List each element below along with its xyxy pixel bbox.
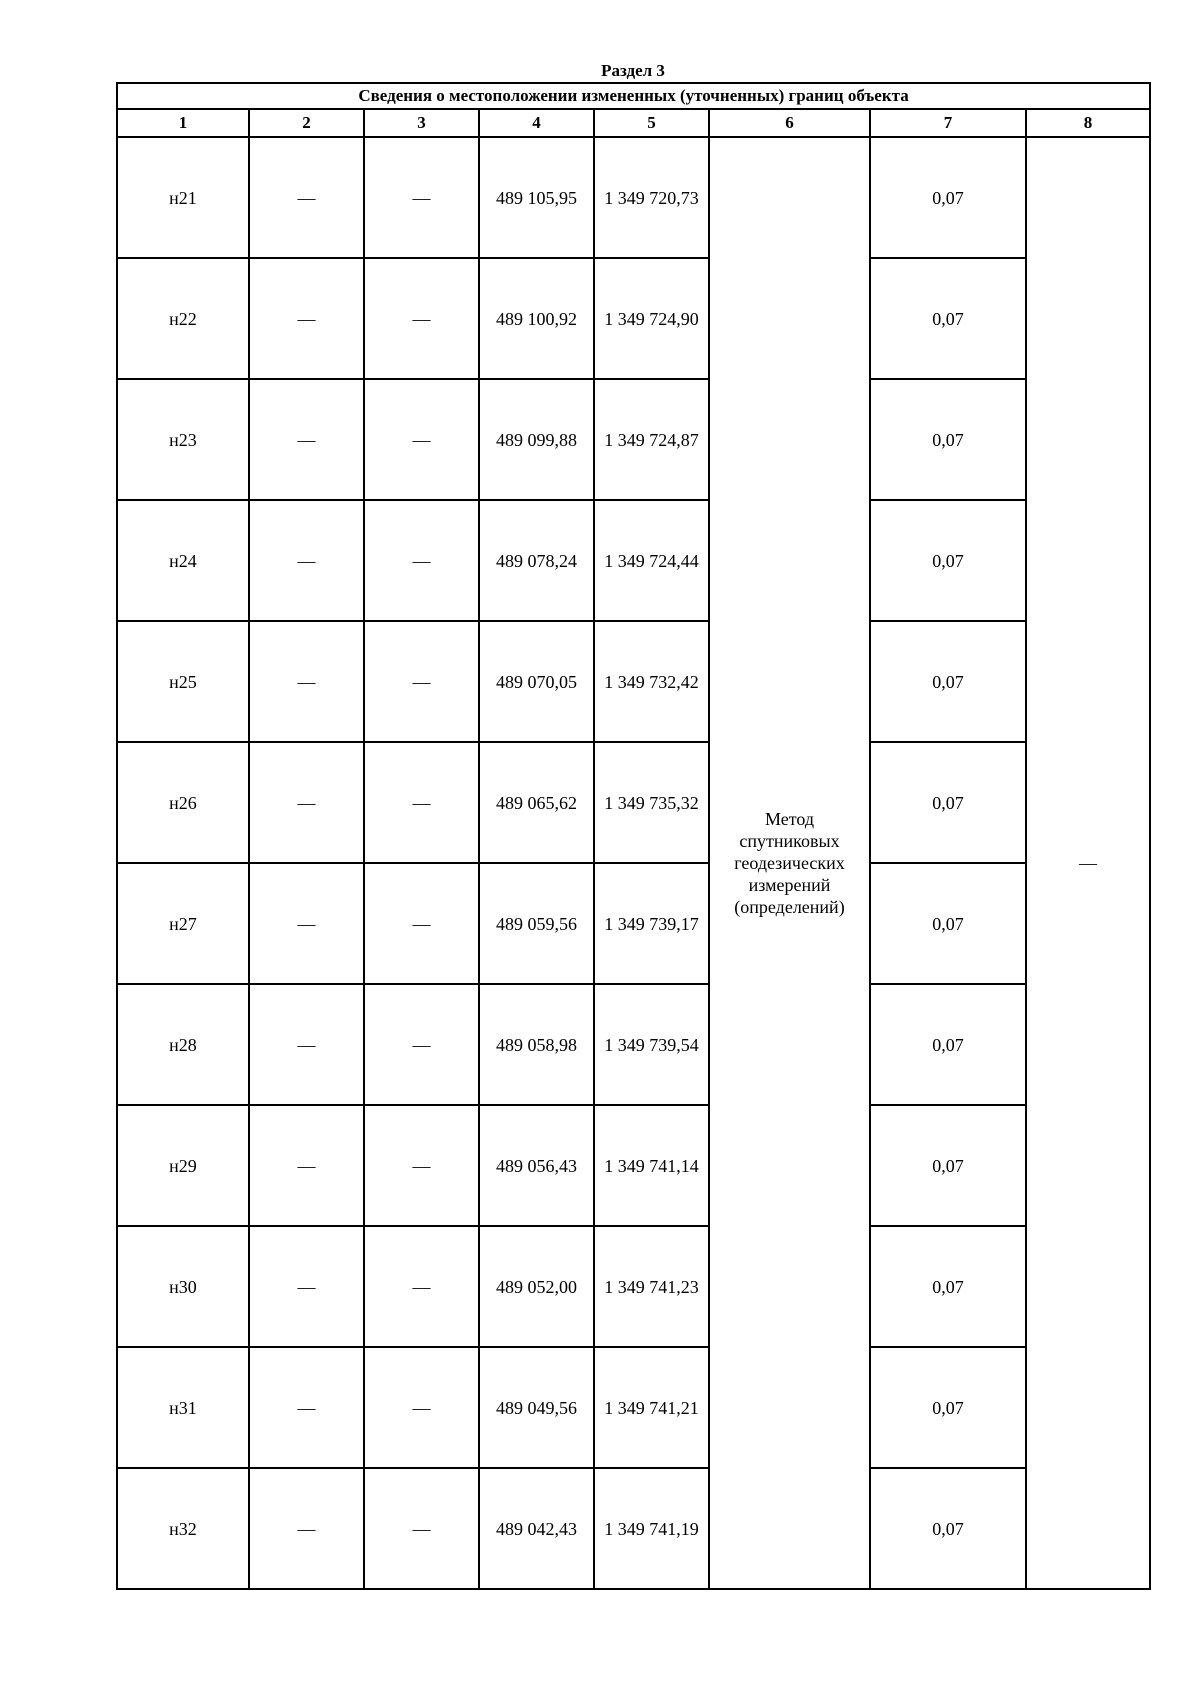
- column-number-row: [117, 109, 1150, 137]
- caption-row: [117, 83, 1150, 109]
- column-2-cell: —: [249, 621, 364, 742]
- x-coordinate-cell: 489 052,00: [479, 1226, 594, 1347]
- column-2-cell: —: [249, 742, 364, 863]
- column-2-cell: —: [249, 1105, 364, 1226]
- x-coordinate-cell: 489 078,24: [479, 500, 594, 621]
- accuracy-cell: 0,07: [870, 258, 1026, 379]
- column-number: 1: [117, 109, 249, 137]
- column-3-cell: —: [364, 1347, 479, 1468]
- column-3-cell: —: [364, 258, 479, 379]
- column-3-cell: —: [364, 621, 479, 742]
- point-id-cell: н28: [117, 984, 249, 1105]
- column-3-cell: —: [364, 742, 479, 863]
- y-coordinate-cell: 1 349 739,17: [594, 863, 709, 984]
- x-coordinate-cell: 489 099,88: [479, 379, 594, 500]
- method-text-line: спутниковых: [739, 831, 840, 851]
- column-3-cell: —: [364, 137, 479, 258]
- point-id-cell: н32: [117, 1468, 249, 1589]
- x-coordinate-cell: 489 070,05: [479, 621, 594, 742]
- point-id-cell: н26: [117, 742, 249, 863]
- accuracy-cell: 0,07: [870, 863, 1026, 984]
- accuracy-cell: 0,07: [870, 500, 1026, 621]
- column-2-cell: —: [249, 137, 364, 258]
- accuracy-cell: 0,07: [870, 742, 1026, 863]
- column-2-cell: —: [249, 379, 364, 500]
- column-2-cell: —: [249, 1347, 364, 1468]
- x-coordinate-cell: 489 100,92: [479, 258, 594, 379]
- accuracy-cell: 0,07: [870, 1468, 1026, 1589]
- column-3-cell: —: [364, 1226, 479, 1347]
- point-id-cell: н29: [117, 1105, 249, 1226]
- column-2-cell: —: [249, 1468, 364, 1589]
- column-number: 5: [594, 109, 709, 137]
- point-id-cell: н27: [117, 863, 249, 984]
- table-row: [117, 1226, 1150, 1347]
- table-row: [117, 1468, 1150, 1589]
- y-coordinate-cell: 1 349 739,54: [594, 984, 709, 1105]
- method-text-line: геодезических: [734, 853, 845, 873]
- column-2-cell: —: [249, 863, 364, 984]
- method-cell: [709, 137, 870, 1589]
- y-coordinate-cell: 1 349 741,19: [594, 1468, 709, 1589]
- table-caption: Сведения о местоположении измененных (уточненных) границ объекта: [117, 83, 1150, 109]
- column-2-cell: —: [249, 500, 364, 621]
- column-2-cell: —: [249, 258, 364, 379]
- y-coordinate-cell: 1 349 741,23: [594, 1226, 709, 1347]
- section-title: Раздел 3: [601, 61, 665, 80]
- column-number: 8: [1026, 109, 1150, 137]
- accuracy-cell: 0,07: [870, 621, 1026, 742]
- column-number: 6: [709, 109, 870, 137]
- accuracy-cell: 0,07: [870, 1105, 1026, 1226]
- table-row: [117, 1347, 1150, 1468]
- table-row: [117, 742, 1150, 863]
- column-2-cell: —: [249, 1226, 364, 1347]
- y-coordinate-cell: 1 349 720,73: [594, 137, 709, 258]
- table-row: [117, 258, 1150, 379]
- table-row: [117, 621, 1150, 742]
- point-id-cell: н21: [117, 137, 249, 258]
- method-text-line: Метод: [764, 809, 815, 829]
- y-coordinate-cell: 1 349 724,44: [594, 500, 709, 621]
- accuracy-cell: 0,07: [870, 137, 1026, 258]
- column-2-cell: —: [249, 984, 364, 1105]
- table-row: [117, 984, 1150, 1105]
- y-coordinate-cell: 1 349 735,32: [594, 742, 709, 863]
- method-text-line: измерений: [748, 875, 831, 895]
- point-id-cell: н22: [117, 258, 249, 379]
- boundary-coordinates-table: [116, 82, 1151, 1590]
- x-coordinate-cell: 489 065,62: [479, 742, 594, 863]
- column-number: 4: [479, 109, 594, 137]
- column-3-cell: —: [364, 379, 479, 500]
- point-id-cell: н31: [117, 1347, 249, 1468]
- column-3-cell: —: [364, 1468, 479, 1589]
- table-row: [117, 1105, 1150, 1226]
- column-3-cell: —: [364, 1105, 479, 1226]
- table-body: [117, 83, 1150, 1589]
- x-coordinate-cell: 489 042,43: [479, 1468, 594, 1589]
- point-id-cell: н25: [117, 621, 249, 742]
- x-coordinate-cell: 489 058,98: [479, 984, 594, 1105]
- method-text-line: (определений): [734, 897, 845, 917]
- accuracy-cell: 0,07: [870, 1347, 1026, 1468]
- column-3-cell: —: [364, 984, 479, 1105]
- accuracy-cell: 0,07: [870, 984, 1026, 1105]
- column-number: 3: [364, 109, 479, 137]
- table-row: [117, 379, 1150, 500]
- x-coordinate-cell: 489 056,43: [479, 1105, 594, 1226]
- table-row: [117, 500, 1150, 621]
- y-coordinate-cell: 1 349 724,90: [594, 258, 709, 379]
- y-coordinate-cell: 1 349 732,42: [594, 621, 709, 742]
- accuracy-cell: 0,07: [870, 1226, 1026, 1347]
- x-coordinate-cell: 489 105,95: [479, 137, 594, 258]
- x-coordinate-cell: 489 049,56: [479, 1347, 594, 1468]
- column-3-cell: —: [364, 863, 479, 984]
- table-row: [117, 863, 1150, 984]
- x-coordinate-cell: 489 059,56: [479, 863, 594, 984]
- table-row: [117, 137, 1150, 258]
- column-8-cell: —: [1026, 137, 1150, 1589]
- y-coordinate-cell: 1 349 741,21: [594, 1347, 709, 1468]
- accuracy-cell: 0,07: [870, 379, 1026, 500]
- point-id-cell: н30: [117, 1226, 249, 1347]
- column-number: 2: [249, 109, 364, 137]
- column-number: 7: [870, 109, 1026, 137]
- y-coordinate-cell: 1 349 741,14: [594, 1105, 709, 1226]
- y-coordinate-cell: 1 349 724,87: [594, 379, 709, 500]
- point-id-cell: н23: [117, 379, 249, 500]
- point-id-cell: н24: [117, 500, 249, 621]
- column-3-cell: —: [364, 500, 479, 621]
